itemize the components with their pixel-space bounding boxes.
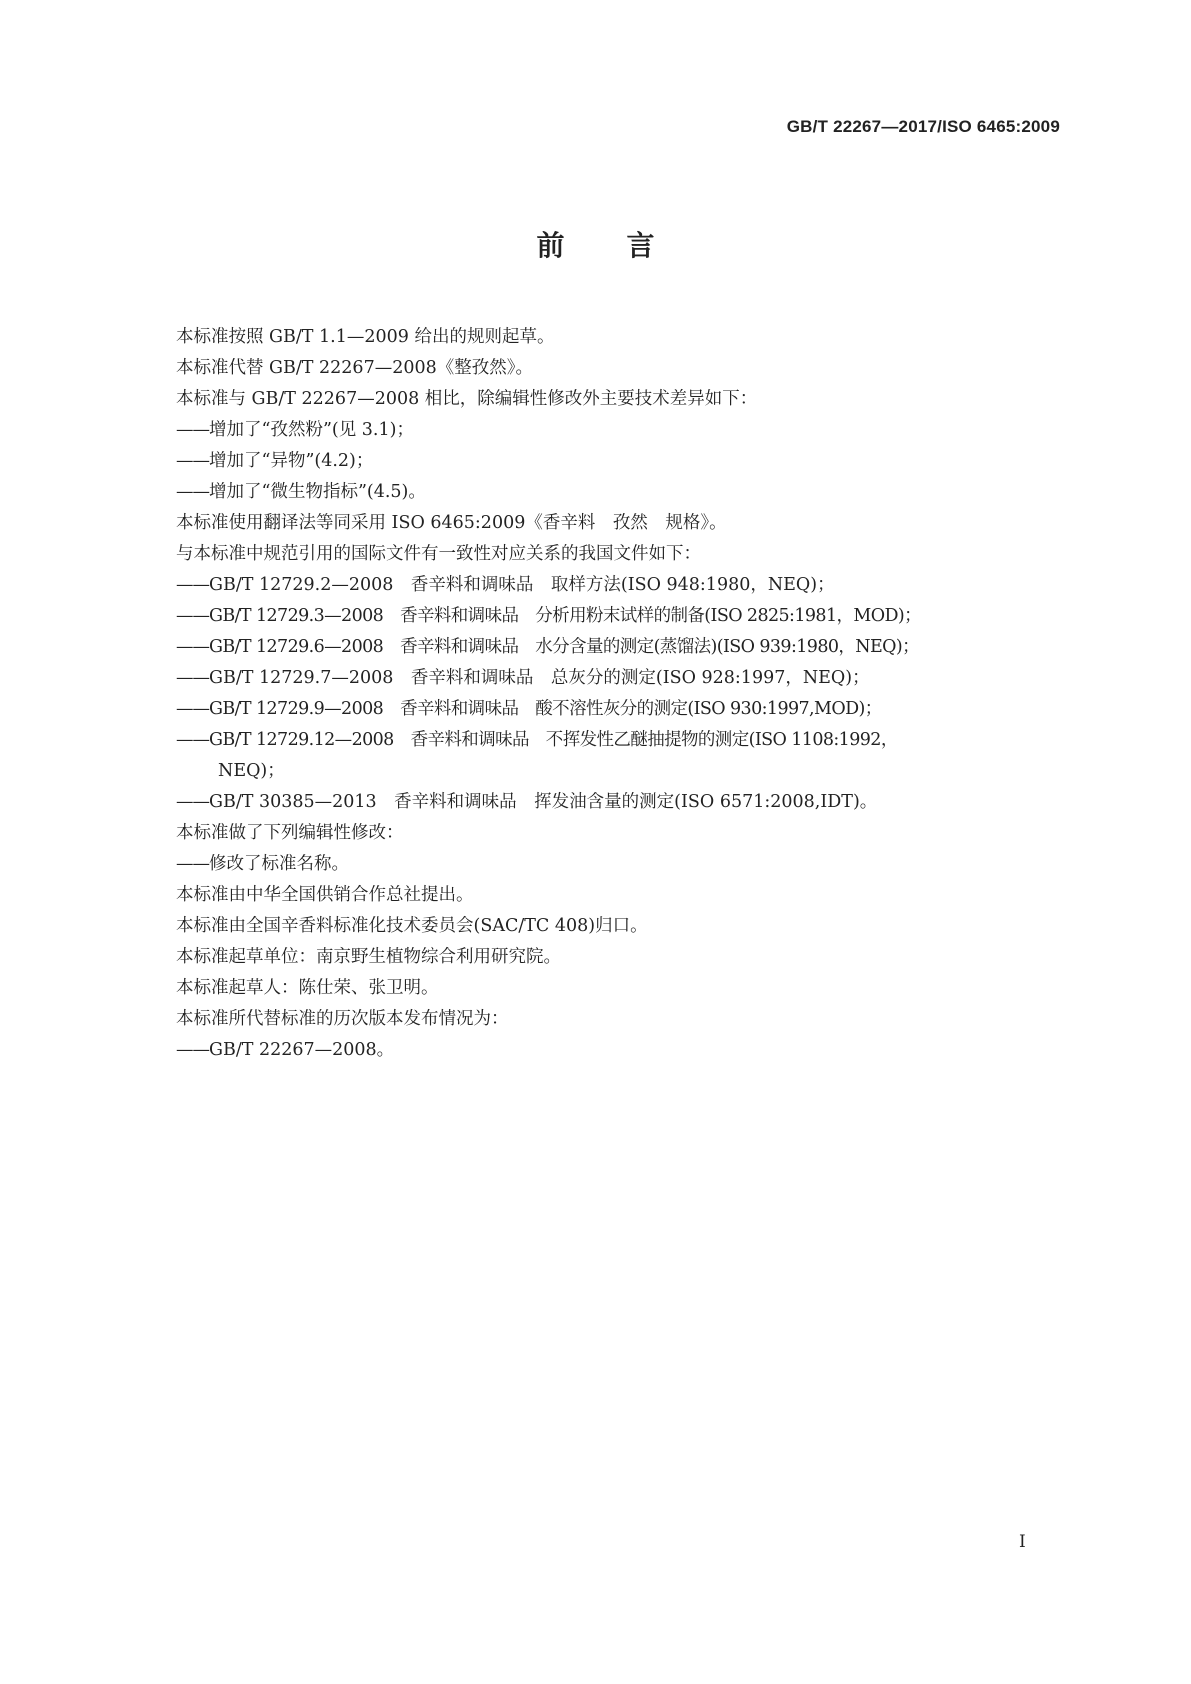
list-item-reference: ——GB/T 12729.7—2008 香辛料和调味品 总灰分的测定(ISO 928:1997，NEQ)； bbox=[176, 668, 870, 688]
paragraph-proposer: 本标准由中华全国供销合作总社提出。 bbox=[176, 885, 474, 905]
list-item-reference: ——GB/T 30385—2013 香辛料和调味品 挥发油含量的测定(ISO 6571:2008,IDT)。 bbox=[176, 792, 878, 812]
list-item-difference: ——增加了“微生物指标”(4.5)。 bbox=[176, 482, 426, 502]
list-item-reference: ——GB/T 12729.3—2008 香辛料和调味品 分析用粉末试样的制备(ISO 2825:1981，MOD)； bbox=[176, 606, 922, 626]
list-item-previous-version: ——GB/T 22267—2008。 bbox=[176, 1040, 395, 1060]
page-title bbox=[0, 224, 1191, 264]
paragraph-adoption: 本标准使用翻译法等同采用 ISO 6465:2009《香辛料 孜然 规格》。 bbox=[176, 513, 727, 533]
list-item-reference-continuation: NEQ)； bbox=[218, 761, 285, 781]
list-item-editorial-change: ——修改了标准名称。 bbox=[176, 854, 349, 874]
list-item-reference: ——GB/T 12729.6—2008 香辛料和调味品 水分含量的测定(蒸馏法)(ISO 939:1980，NEQ)； bbox=[176, 637, 920, 657]
paragraph-drafting-rules: 本标准按照 GB/T 1.1—2009 给出的规则起草。 bbox=[176, 327, 555, 347]
title-char-1: 前 bbox=[536, 229, 565, 262]
paragraph-committee: 本标准由全国辛香料标准化技术委员会(SAC/TC 408)归口。 bbox=[176, 916, 648, 936]
standard-code-header: GB/T 22267—2017/ISO 6465:2009 bbox=[786, 117, 1060, 136]
list-item-reference: ——GB/T 12729.12—2008 香辛料和调味品 不挥发性乙醚抽提物的测定(ISO 1108:1992， bbox=[176, 730, 898, 750]
paragraph-drafters: 本标准起草人：陈仕荣、张卫明。 bbox=[176, 978, 439, 998]
paragraph-version-history: 本标准所代替标准的历次版本发布情况为： bbox=[176, 1009, 509, 1029]
paragraph-drafting-unit: 本标准起草单位：南京野生植物综合利用研究院。 bbox=[176, 947, 561, 967]
paragraph-differences: 本标准与 GB/T 22267—2008 相比，除编辑性修改外主要技术差异如下： bbox=[176, 389, 758, 409]
list-item-difference: ——增加了“孜然粉”(见 3.1)； bbox=[176, 420, 414, 440]
paragraph-referenced-documents: 与本标准中规范引用的国际文件有一致性对应关系的我国文件如下： bbox=[176, 544, 701, 564]
paragraph-editorial-changes: 本标准做了下列编辑性修改： bbox=[176, 823, 404, 843]
paragraph-replaces: 本标准代替 GB/T 22267—2008《整孜然》。 bbox=[176, 358, 533, 378]
list-item-difference: ——增加了“异物”(4.2)； bbox=[176, 451, 374, 471]
list-item-reference: ——GB/T 12729.9—2008 香辛料和调味品 酸不溶性灰分的测定(ISO 930:1997,MOD)； bbox=[176, 699, 882, 719]
foreword-body bbox=[176, 322, 1056, 1066]
title-char-2: 言 bbox=[626, 229, 655, 262]
list-item-reference: ——GB/T 12729.2—2008 香辛料和调味品 取样方法(ISO 948:1980，NEQ)； bbox=[176, 575, 835, 595]
page-number: I bbox=[1019, 1532, 1026, 1552]
